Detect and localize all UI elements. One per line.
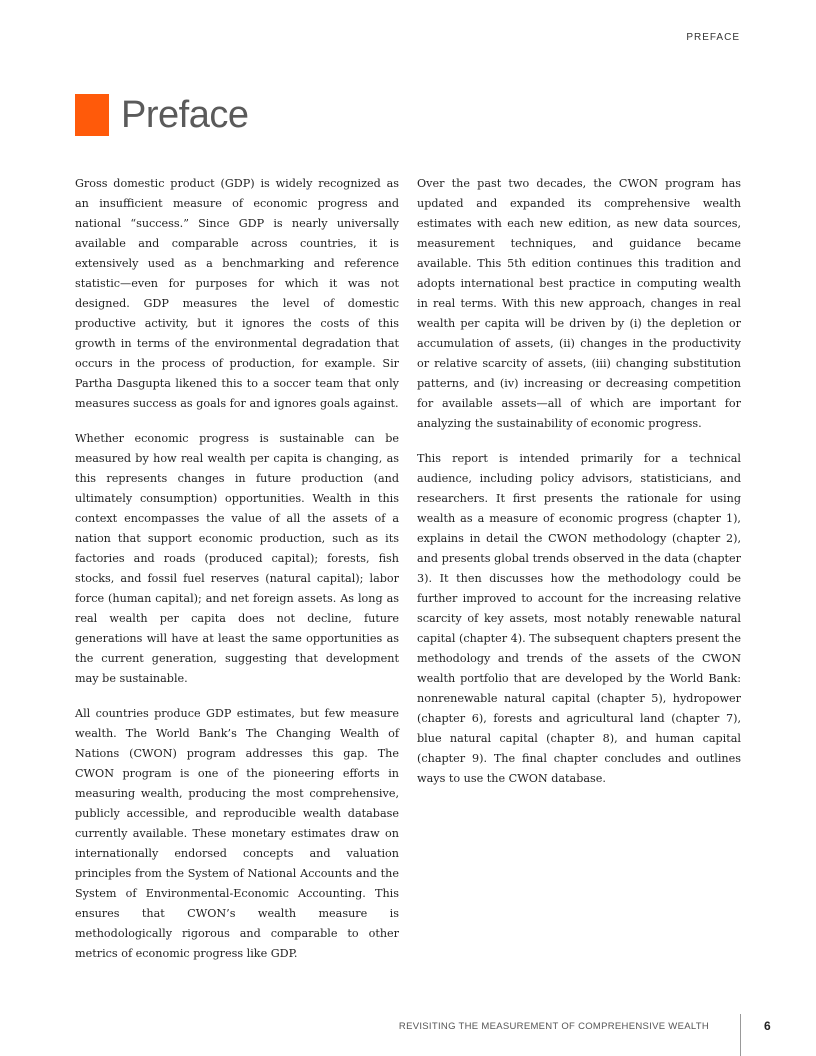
- footer-divider: [740, 1014, 741, 1056]
- page-title: Preface: [121, 94, 249, 136]
- paragraph-4: Over the past two decades, the CWON program has updated and expanded its comprehensive wealth estimates with each new edition, as new data sources, measurement techniques, and guidance became available. This 5th edition continues this tradition and adopts international best practice in computing wealth in real terms. With this new approach, changes in real wealth per capita will be driven by (i) the depletion or accumulation of assets, (ii) changes in the productivity or relative scarcity of assets, (iii) changing substitution patterns, and (iv) increasing or decreasing competition for available assets—all of which are important for analyzing the sustainability of economic progress.: [417, 177, 741, 430]
- page-number: 6: [764, 1019, 771, 1033]
- running-head: PREFACE: [686, 32, 740, 43]
- paragraph-5: This report is intended primarily for a technical audience, including policy advisors, statisticians, and researchers. It first presents the rationale for using wealth as a measure of economic progress (chapter 1), explains in detail the CWON methodology (chapter 2), and presents global trends observed in the data (chapter 3). It then discusses how the methodology could be further improved to account for the increasing relative scarcity of key assets, most notably renewable natural capital (chapter 4). The subsequent chapters present the methodology and trends of the assets of the CWON wealth portfolio that are developed by the World Bank: nonrenewable natural capital (chapter 5), hydropower (chapter 6), forests and agricultural land (chapter 7), blue natural capital (chapter 8), and human capital (chapter 9). The final chapter concludes and outlines ways to use the CWON database.: [417, 452, 741, 785]
- chapter-heading: [75, 94, 248, 136]
- accent-square: [75, 94, 109, 136]
- footer-book-title: REVISITING THE MEASUREMENT OF COMPREHENSIVE WEALTH: [398, 1021, 709, 1032]
- right-column: [417, 174, 741, 804]
- left-column: [75, 174, 399, 979]
- paragraph-3: All countries produce GDP estimates, but few measure wealth. The World Bank’s The Changing Wealth of Nations (CWON) program addresses this gap. The CWON program is one of the pioneering efforts in measuring wealth, producing the most comprehensive, publicly accessible, and reproducible wealth database currently available. These monetary estimates draw on internationally endorsed concepts and valuation principles from the System of National Accounts and the System of Environmental-Economic Accounting. This ensures that CWON’s wealth measure is methodologically rigorous and comparable to other metrics of economic progress like GDP.: [75, 707, 399, 960]
- paragraph-2: Whether economic progress is sustainable can be measured by how real wealth per capita is changing, as this represents changes in future production (and ultimately consumption) opportunities. Wealth in this context encompasses the value of all the assets of a nation that support economic production, such as its factories and roads (produced capital); forests, fish stocks, and fossil fuel reserves (natural capital); labor force (human capital); and net foreign assets. As long as real wealth per capita does not decline, future generations will have at least the same opportunities as the current generation, suggesting that development may be sustainable.: [75, 432, 399, 685]
- paragraph-1: Gross domestic product (GDP) is widely recognized as an insufficient measure of economic progress and national “success.” Since GDP is nearly universally available and comparable across countries, it is extensively used as a benchmarking and reference statistic—even for purposes for which it was not designed. GDP measures the level of domestic productive activity, but it ignores the costs of this growth in terms of the environmental degradation that occurs in the process of production, for example. Sir Partha Dasgupta likened this to a soccer team that only measures success as goals for and ignores goals against.: [75, 177, 399, 410]
